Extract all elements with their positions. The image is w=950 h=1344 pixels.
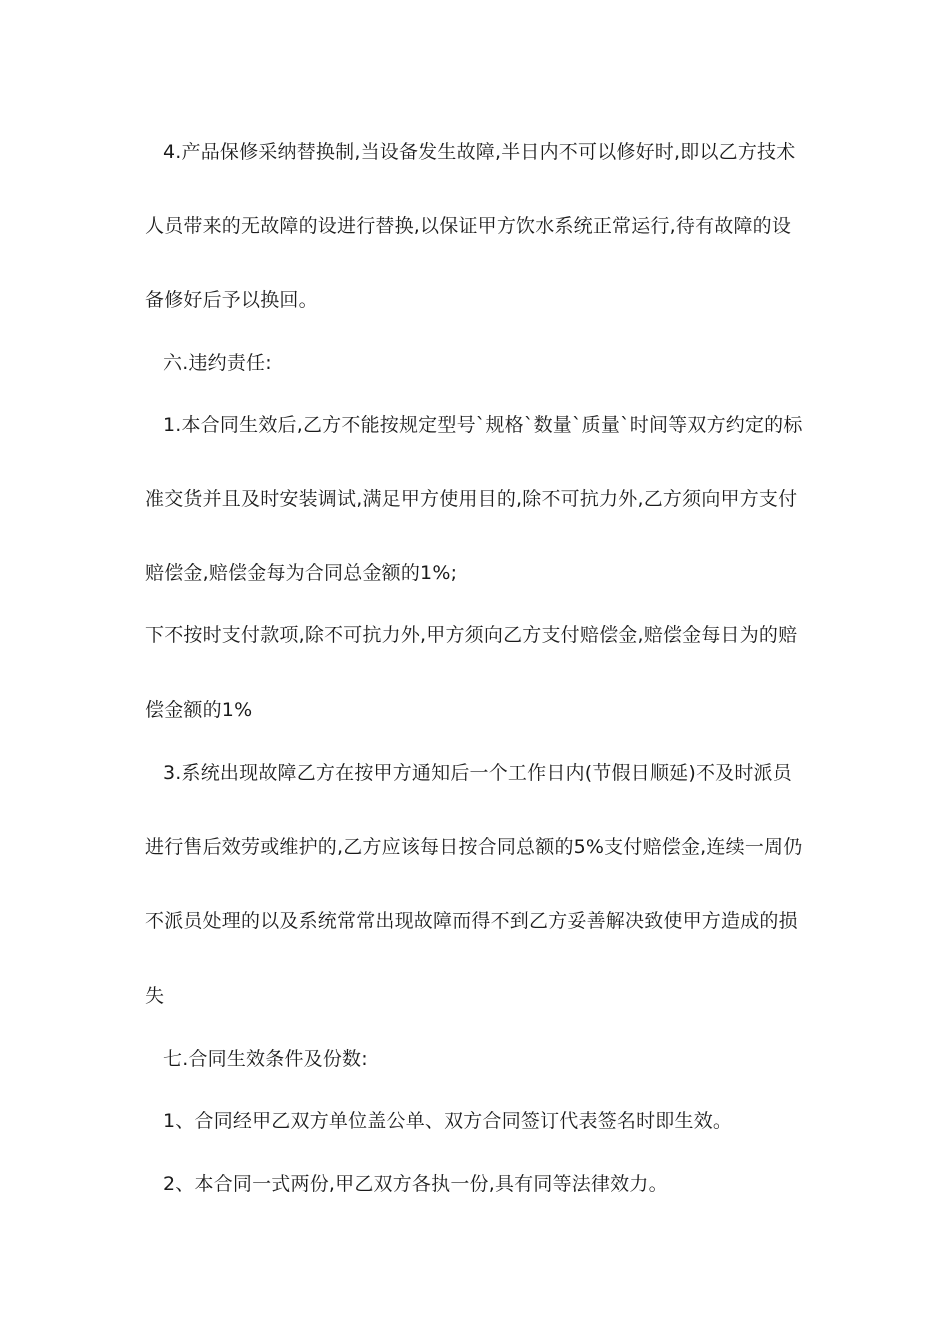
clause-2-line-1: 下不按时支付款项,除不可抗力外,甲方须向乙方支付赔偿金,赔偿金每日为的赔 bbox=[145, 624, 798, 646]
clause-1-line-3: 赔偿金,赔偿金每为合同总金额的1%; bbox=[145, 562, 458, 584]
paragraph-4-line-2: 人员带来的无故障的设进行替换,以保证甲方饮水系统正常运行,待有故障的设 bbox=[145, 215, 792, 237]
section-heading-effectiveness: 七.合同生效条件及份数: bbox=[163, 1048, 368, 1070]
clause-1-line-1: 1.本合同生效后,乙方不能按规定型号`规格`数量`质量`时间等双方约定的标 bbox=[163, 414, 803, 436]
clause-2-line-2: 偿金额的1% bbox=[145, 699, 253, 721]
clause-3-line-1: 3.系统出现故障乙方在按甲方通知后一个工作日内(节假日顺延)不及时派员 bbox=[163, 762, 792, 784]
clause-3-line-3: 不派员处理的以及系统常常出现故障而得不到乙方妥善解决致使甲方造成的损 bbox=[145, 910, 798, 932]
clause-1-line-2: 准交货并且及时安装调试,满足甲方使用目的,除不可抗力外,乙方须向甲方支付 bbox=[145, 488, 798, 510]
clause-3-line-4: 失 bbox=[145, 985, 165, 1007]
effectiveness-item-2: 2、本合同一式两份,甲乙双方各执一份,具有同等法律效力。 bbox=[163, 1173, 668, 1195]
paragraph-4-line-1: 4.产品保修采纳替换制,当设备发生故障,半日内不可以修好时,即以乙方技术 bbox=[163, 141, 796, 163]
effectiveness-item-1: 1、合同经甲乙双方单位盖公单、双方合同签订代表签名时即生效。 bbox=[163, 1110, 733, 1132]
section-heading-liability: 六.违约责任: bbox=[163, 352, 272, 374]
clause-3-line-2: 进行售后效劳或维护的,乙方应该每日按合同总额的5%支付赔偿金,连续一周仍 bbox=[145, 836, 803, 858]
paragraph-4-line-3: 备修好后予以换回。 bbox=[145, 289, 318, 311]
